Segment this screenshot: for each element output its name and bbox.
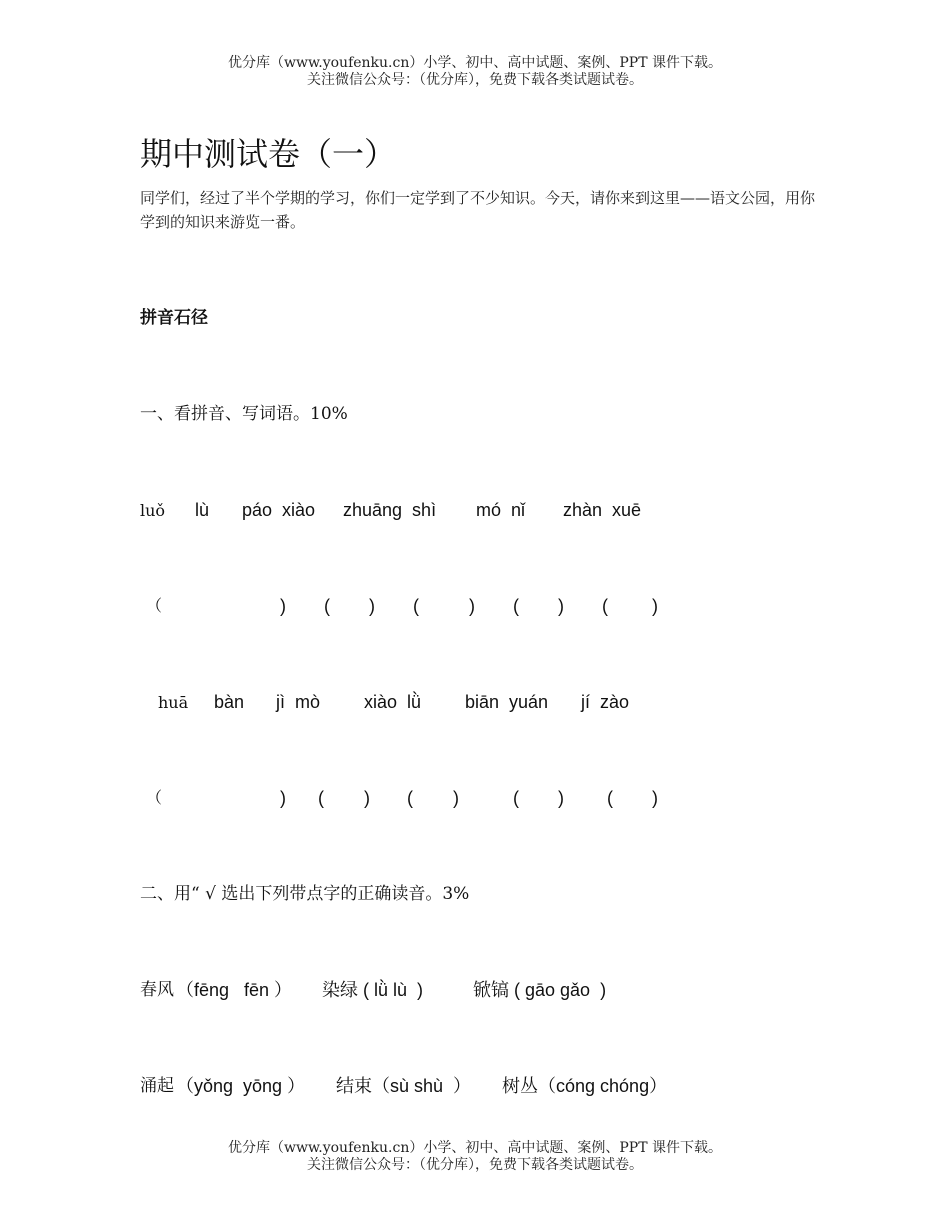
pinyin-1-6: zhàn xuē — [563, 500, 642, 520]
answer-blank-2-4-close[interactable]: ) — [558, 788, 564, 808]
header-line-1: 优分库（www.youfenku.cn）小学、初中、高中试题、案例、PPT 课件下载。 — [227, 55, 722, 71]
pinyin-1-1: luǒ — [140, 501, 166, 520]
answer-blank-1-5-close[interactable]: ) — [652, 596, 658, 616]
answer-blank-1-4-open[interactable]: ( — [513, 596, 519, 616]
answer-blank-1-5-open[interactable]: ( — [602, 596, 608, 616]
answer-blank-2-5-open[interactable]: ( — [607, 788, 613, 808]
page-title: 期中测试卷（一） — [140, 135, 397, 173]
q2-item-6[interactable]: 树丛（cóng chóng） — [502, 1076, 668, 1096]
answer-blank-2-3-open[interactable]: ( — [407, 788, 413, 808]
q2-word-1: 春风 — [140, 980, 174, 1000]
pinyin-2-5: biān yuán — [465, 692, 549, 712]
pinyin-2-6: jí zào — [581, 692, 630, 712]
q2-choice-1[interactable]: （fēng fēn ） — [176, 980, 293, 1000]
answer-blank-1-1-close[interactable]: ) — [280, 596, 286, 616]
answer-blank-1-3-open[interactable]: ( — [413, 596, 419, 616]
footer-line-1: 优分库（www.youfenku.cn）小学、初中、高中试题、案例、PPT 课件下载。 — [227, 1140, 722, 1156]
header-line-2: 关注微信公众号：（优分库），免费下载各类试题试卷。 — [307, 72, 643, 88]
q2-item-3[interactable]: 锨镐 ( gāo gǎo ) — [473, 980, 607, 1000]
pinyin-1-4: zhuāng shì — [343, 500, 437, 520]
answer-blank-2-3-close[interactable]: ) — [453, 788, 459, 808]
q2-item-5[interactable]: 结束（sù shù ） — [336, 1076, 472, 1096]
answer-blank-2-1-open[interactable]: （ — [146, 788, 163, 807]
section-heading: 拼音石径 — [140, 308, 208, 328]
pinyin-2-3: jì mò — [276, 692, 321, 712]
footer-line-2: 关注微信公众号：（优分库），免费下载各类试题试卷。 — [307, 1157, 643, 1173]
answer-blank-1-4-close[interactable]: ) — [558, 596, 564, 616]
answer-blank-1-3-close[interactable]: ) — [469, 596, 475, 616]
answer-blank-2-1-close[interactable]: ) — [280, 788, 286, 808]
q2-word-4: 涌起 — [140, 1076, 174, 1096]
answer-blank-2-2-close[interactable]: ) — [364, 788, 370, 808]
question-2-prompt: 二、用“ √ 选出下列带点字的正确读音。3% — [140, 884, 470, 904]
answer-blank-1-1-open[interactable]: （ — [146, 596, 163, 615]
answer-blank-2-5-close[interactable]: ) — [652, 788, 658, 808]
answer-blank-1-2-close[interactable]: ) — [369, 596, 375, 616]
pinyin-1-2: lù — [195, 500, 210, 520]
question-1-prompt: 一、看拼音、写词语。10% — [140, 404, 348, 424]
pinyin-2-4: xiào lǜ — [364, 692, 422, 712]
answer-blank-2-2-open[interactable]: ( — [318, 788, 324, 808]
answer-blank-2-4-open[interactable]: ( — [513, 788, 519, 808]
pinyin-1-3: páo xiào — [242, 500, 316, 520]
q2-item-2[interactable]: 染绿 ( lǜ lù ) — [322, 980, 424, 1000]
page-header — [0, 55, 950, 89]
pinyin-2-1: huā — [158, 693, 189, 712]
answer-blank-1-2-open[interactable]: ( — [324, 596, 330, 616]
page-footer — [0, 1140, 950, 1174]
pinyin-1-5: mó nǐ — [476, 500, 526, 520]
intro-paragraph: 同学们，经过了半个学期的学习，你们一定学到了不少知识。今天，请你来到这里——语文公园，用你学到的知识来游览一番。 — [140, 189, 816, 231]
q2-choice-4[interactable]: （yǒng yōng ） — [176, 1076, 306, 1096]
pinyin-2-2: bàn — [214, 692, 245, 712]
